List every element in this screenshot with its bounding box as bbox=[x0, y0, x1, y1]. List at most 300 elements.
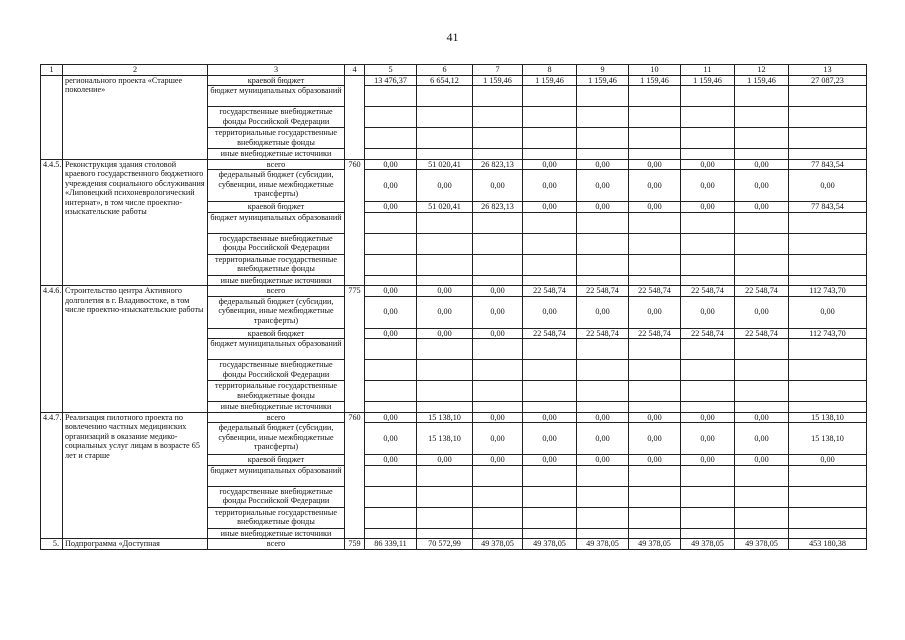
value-cell bbox=[577, 233, 629, 254]
value-cell: 0,00 bbox=[365, 296, 417, 328]
value-cell: 15 138,10 bbox=[417, 423, 473, 455]
value-cell: 49 378,05 bbox=[523, 539, 577, 550]
value-cell bbox=[789, 402, 867, 413]
column-4-code bbox=[345, 75, 365, 159]
column-header: 11 bbox=[681, 65, 735, 76]
value-cell: 1 159,46 bbox=[629, 75, 681, 86]
value-cell bbox=[577, 402, 629, 413]
value-cell bbox=[577, 528, 629, 539]
value-cell bbox=[523, 212, 577, 233]
value-cell: 26 823,13 bbox=[473, 202, 523, 213]
value-cell bbox=[629, 233, 681, 254]
value-cell: 0,00 bbox=[417, 286, 473, 297]
value-cell: 453 180,38 bbox=[789, 539, 867, 550]
value-cell: 0,00 bbox=[523, 159, 577, 170]
funding-source: территориальные государственные внебюджетные фонды bbox=[208, 128, 345, 149]
value-cell bbox=[365, 275, 417, 286]
funding-source: всего bbox=[208, 412, 345, 423]
value-cell bbox=[473, 233, 523, 254]
value-cell: 0,00 bbox=[789, 296, 867, 328]
value-cell bbox=[735, 254, 789, 275]
value-cell bbox=[417, 486, 473, 507]
funding-source: иные внебюджетные источники bbox=[208, 149, 345, 160]
page-number: 41 bbox=[446, 30, 459, 44]
value-cell: 0,00 bbox=[365, 202, 417, 213]
value-cell bbox=[417, 528, 473, 539]
value-cell bbox=[523, 528, 577, 539]
value-cell bbox=[417, 275, 473, 286]
value-cell bbox=[417, 233, 473, 254]
item-code: 5. bbox=[41, 539, 63, 550]
value-cell bbox=[365, 486, 417, 507]
value-cell bbox=[473, 339, 523, 360]
value-cell: 0,00 bbox=[417, 170, 473, 202]
column-header: 9 bbox=[577, 65, 629, 76]
value-cell bbox=[735, 128, 789, 149]
item-name: Реконструкция здания столовой краевого государственного бюджетного учреждения социального обслуживания «Липовецкий психоневрологический интернат», в том числе проектно-изыскательские работы bbox=[63, 159, 208, 286]
value-cell bbox=[735, 381, 789, 402]
value-cell: 0,00 bbox=[365, 423, 417, 455]
value-cell: 0,00 bbox=[629, 412, 681, 423]
value-cell: 0,00 bbox=[629, 296, 681, 328]
value-cell bbox=[681, 212, 735, 233]
value-cell: 112 743,70 bbox=[789, 286, 867, 297]
value-cell: 0,00 bbox=[523, 412, 577, 423]
value-cell: 0,00 bbox=[629, 170, 681, 202]
value-cell: 0,00 bbox=[473, 455, 523, 466]
value-cell: 0,00 bbox=[365, 170, 417, 202]
value-cell bbox=[417, 107, 473, 128]
item-name: регионального проекта «Старшее поколение» bbox=[63, 75, 208, 159]
value-cell bbox=[473, 465, 523, 486]
value-cell: 0,00 bbox=[577, 423, 629, 455]
item-code: 4.4.6. bbox=[41, 286, 63, 413]
value-cell bbox=[789, 275, 867, 286]
value-cell bbox=[629, 107, 681, 128]
column-4-code: 759 bbox=[345, 539, 365, 550]
funding-source: иные внебюджетные источники bbox=[208, 402, 345, 413]
column-4-code: 760 bbox=[345, 159, 365, 286]
value-cell: 22 548,74 bbox=[577, 286, 629, 297]
value-cell bbox=[365, 233, 417, 254]
value-cell bbox=[365, 360, 417, 381]
value-cell: 0,00 bbox=[577, 455, 629, 466]
value-cell: 26 823,13 bbox=[473, 159, 523, 170]
value-cell: 0,00 bbox=[473, 170, 523, 202]
value-cell bbox=[365, 339, 417, 360]
value-cell bbox=[417, 128, 473, 149]
value-cell bbox=[577, 254, 629, 275]
value-cell bbox=[789, 128, 867, 149]
value-cell: 49 378,05 bbox=[473, 539, 523, 550]
value-cell: 0,00 bbox=[523, 296, 577, 328]
funding-source: иные внебюджетные источники bbox=[208, 275, 345, 286]
value-cell bbox=[417, 507, 473, 528]
value-cell: 1 159,46 bbox=[681, 75, 735, 86]
value-cell bbox=[789, 212, 867, 233]
value-cell: 0,00 bbox=[629, 455, 681, 466]
value-cell bbox=[523, 254, 577, 275]
value-cell bbox=[473, 128, 523, 149]
value-cell: 0,00 bbox=[365, 328, 417, 339]
value-cell bbox=[473, 486, 523, 507]
value-cell: 0,00 bbox=[577, 170, 629, 202]
value-cell bbox=[629, 275, 681, 286]
table-row bbox=[41, 412, 867, 423]
value-cell bbox=[789, 233, 867, 254]
value-cell bbox=[365, 149, 417, 160]
value-cell bbox=[681, 528, 735, 539]
value-cell bbox=[577, 381, 629, 402]
value-cell: 0,00 bbox=[523, 423, 577, 455]
item-name: Строительство центра Активного долголетия в г. Владивостоке, в том числе проектно-изыскательские работы bbox=[63, 286, 208, 413]
value-cell bbox=[681, 381, 735, 402]
value-cell bbox=[523, 86, 577, 107]
funding-source: территориальные государственные внебюджетные фонды bbox=[208, 507, 345, 528]
value-cell: 15 138,10 bbox=[789, 412, 867, 423]
value-cell bbox=[577, 507, 629, 528]
value-cell bbox=[365, 254, 417, 275]
value-cell bbox=[681, 402, 735, 413]
value-cell: 0,00 bbox=[789, 455, 867, 466]
value-cell bbox=[789, 528, 867, 539]
value-cell: 49 378,05 bbox=[577, 539, 629, 550]
value-cell bbox=[735, 528, 789, 539]
value-cell: 0,00 bbox=[473, 412, 523, 423]
value-cell bbox=[473, 360, 523, 381]
value-cell bbox=[629, 254, 681, 275]
value-cell bbox=[577, 86, 629, 107]
value-cell bbox=[473, 107, 523, 128]
value-cell: 6 654,12 bbox=[417, 75, 473, 86]
value-cell bbox=[681, 254, 735, 275]
column-header: 10 bbox=[629, 65, 681, 76]
funding-source: бюджет муниципальных образований bbox=[208, 339, 345, 360]
value-cell bbox=[681, 86, 735, 107]
value-cell bbox=[629, 360, 681, 381]
funding-source: бюджет муниципальных образований bbox=[208, 86, 345, 107]
value-cell bbox=[417, 381, 473, 402]
column-4-code: 760 bbox=[345, 412, 365, 539]
value-cell: 0,00 bbox=[417, 328, 473, 339]
funding-source: всего bbox=[208, 159, 345, 170]
value-cell bbox=[789, 507, 867, 528]
value-cell bbox=[417, 465, 473, 486]
value-cell bbox=[473, 507, 523, 528]
column-header: 3 bbox=[208, 65, 345, 76]
value-cell bbox=[735, 465, 789, 486]
value-cell bbox=[577, 107, 629, 128]
value-cell: 0,00 bbox=[681, 455, 735, 466]
value-cell: 0,00 bbox=[523, 455, 577, 466]
value-cell: 0,00 bbox=[473, 286, 523, 297]
value-cell: 22 548,74 bbox=[735, 286, 789, 297]
value-cell bbox=[629, 86, 681, 107]
funding-source: федеральный бюджет (субсидии, субвенции, иные межбюджетные трансферты) bbox=[208, 170, 345, 202]
table-row bbox=[41, 286, 867, 297]
value-cell bbox=[523, 233, 577, 254]
value-cell bbox=[417, 339, 473, 360]
value-cell bbox=[681, 486, 735, 507]
value-cell bbox=[735, 339, 789, 360]
value-cell bbox=[417, 254, 473, 275]
value-cell: 0,00 bbox=[365, 412, 417, 423]
value-cell bbox=[417, 86, 473, 107]
value-cell bbox=[629, 381, 681, 402]
value-cell: 49 378,05 bbox=[629, 539, 681, 550]
value-cell: 22 548,74 bbox=[735, 328, 789, 339]
value-cell: 0,00 bbox=[577, 296, 629, 328]
value-cell bbox=[577, 339, 629, 360]
value-cell bbox=[577, 360, 629, 381]
value-cell bbox=[681, 275, 735, 286]
value-cell bbox=[735, 507, 789, 528]
funding-source: краевой бюджет bbox=[208, 202, 345, 213]
value-cell bbox=[473, 528, 523, 539]
value-cell: 1 159,46 bbox=[735, 75, 789, 86]
value-cell: 0,00 bbox=[735, 423, 789, 455]
value-cell bbox=[735, 107, 789, 128]
value-cell bbox=[523, 507, 577, 528]
funding-source: всего bbox=[208, 539, 345, 550]
column-header: 8 bbox=[523, 65, 577, 76]
value-cell: 77 843,54 bbox=[789, 202, 867, 213]
value-cell bbox=[789, 465, 867, 486]
value-cell bbox=[629, 212, 681, 233]
value-cell: 70 572,99 bbox=[417, 539, 473, 550]
value-cell: 0,00 bbox=[735, 159, 789, 170]
column-header: 4 bbox=[345, 65, 365, 76]
value-cell: 13 476,37 bbox=[365, 75, 417, 86]
funding-source: бюджет муниципальных образований bbox=[208, 465, 345, 486]
value-cell: 0,00 bbox=[735, 455, 789, 466]
value-cell: 0,00 bbox=[681, 170, 735, 202]
value-cell: 0,00 bbox=[735, 412, 789, 423]
item-name: Реализация пилотного проекта по вовлечению частных медицинских организаций в оказание медико-социальных услуг лицам в возрасте 65 лет и старше bbox=[63, 412, 208, 539]
value-cell bbox=[523, 402, 577, 413]
value-cell: 51 020,41 bbox=[417, 159, 473, 170]
funding-source: краевой бюджет bbox=[208, 328, 345, 339]
value-cell: 0,00 bbox=[473, 423, 523, 455]
value-cell bbox=[577, 275, 629, 286]
value-cell: 0,00 bbox=[789, 170, 867, 202]
value-cell bbox=[735, 275, 789, 286]
funding-source: территориальные государственные внебюджетные фонды bbox=[208, 381, 345, 402]
column-4-code: 775 bbox=[345, 286, 365, 413]
value-cell bbox=[681, 507, 735, 528]
value-cell bbox=[365, 128, 417, 149]
funding-source: иные внебюджетные источники bbox=[208, 528, 345, 539]
value-cell bbox=[473, 254, 523, 275]
value-cell: 0,00 bbox=[629, 159, 681, 170]
item-name: Подпрограмма «Доступная bbox=[63, 539, 208, 550]
value-cell bbox=[523, 486, 577, 507]
value-cell: 0,00 bbox=[523, 202, 577, 213]
value-cell: 86 339,11 bbox=[365, 539, 417, 550]
value-cell bbox=[681, 339, 735, 360]
funding-source: государственные внебюджетные фонды Российской Федерации bbox=[208, 233, 345, 254]
value-cell: 0,00 bbox=[365, 286, 417, 297]
value-cell: 49 378,05 bbox=[735, 539, 789, 550]
value-cell bbox=[523, 149, 577, 160]
value-cell bbox=[365, 86, 417, 107]
column-header: 1 bbox=[41, 65, 63, 76]
value-cell bbox=[473, 86, 523, 107]
value-cell: 22 548,74 bbox=[523, 286, 577, 297]
value-cell bbox=[629, 402, 681, 413]
value-cell: 0,00 bbox=[681, 296, 735, 328]
value-cell: 0,00 bbox=[681, 202, 735, 213]
value-cell bbox=[417, 149, 473, 160]
value-cell bbox=[629, 465, 681, 486]
value-cell bbox=[523, 275, 577, 286]
value-cell bbox=[789, 486, 867, 507]
value-cell: 1 159,46 bbox=[523, 75, 577, 86]
column-header: 2 bbox=[63, 65, 208, 76]
column-header: 6 bbox=[417, 65, 473, 76]
value-cell: 0,00 bbox=[577, 159, 629, 170]
funding-source: государственные внебюджетные фонды Российской Федерации bbox=[208, 360, 345, 381]
value-cell bbox=[365, 528, 417, 539]
value-cell: 0,00 bbox=[735, 202, 789, 213]
value-cell bbox=[735, 149, 789, 160]
value-cell bbox=[365, 107, 417, 128]
value-cell bbox=[735, 486, 789, 507]
funding-source: краевой бюджет bbox=[208, 75, 345, 86]
value-cell: 112 743,70 bbox=[789, 328, 867, 339]
value-cell bbox=[681, 360, 735, 381]
value-cell: 0,00 bbox=[473, 328, 523, 339]
funding-source: федеральный бюджет (субсидии, субвенции, иные межбюджетные трансферты) bbox=[208, 423, 345, 455]
value-cell bbox=[789, 339, 867, 360]
value-cell bbox=[577, 212, 629, 233]
value-cell bbox=[735, 360, 789, 381]
value-cell bbox=[473, 402, 523, 413]
funding-source: территориальные государственные внебюджетные фонды bbox=[208, 254, 345, 275]
value-cell bbox=[735, 86, 789, 107]
value-cell: 0,00 bbox=[629, 202, 681, 213]
value-cell bbox=[629, 149, 681, 160]
column-header: 5 bbox=[365, 65, 417, 76]
item-code bbox=[41, 75, 63, 159]
value-cell bbox=[473, 149, 523, 160]
value-cell bbox=[523, 360, 577, 381]
value-cell bbox=[577, 465, 629, 486]
value-cell bbox=[577, 128, 629, 149]
value-cell bbox=[735, 402, 789, 413]
value-cell bbox=[789, 254, 867, 275]
value-cell: 0,00 bbox=[681, 423, 735, 455]
value-cell bbox=[681, 128, 735, 149]
column-header: 13 bbox=[789, 65, 867, 76]
value-cell: 22 548,74 bbox=[523, 328, 577, 339]
value-cell bbox=[365, 381, 417, 402]
value-cell bbox=[417, 212, 473, 233]
funding-source: всего bbox=[208, 286, 345, 297]
value-cell: 22 548,74 bbox=[681, 286, 735, 297]
value-cell: 49 378,05 bbox=[681, 539, 735, 550]
value-cell: 1 159,46 bbox=[577, 75, 629, 86]
table-row bbox=[41, 539, 867, 550]
value-cell bbox=[523, 381, 577, 402]
value-cell: 0,00 bbox=[365, 455, 417, 466]
column-header: 12 bbox=[735, 65, 789, 76]
value-cell: 1 159,46 bbox=[473, 75, 523, 86]
value-cell bbox=[365, 402, 417, 413]
value-cell bbox=[735, 233, 789, 254]
value-cell bbox=[365, 212, 417, 233]
value-cell bbox=[417, 402, 473, 413]
value-cell: 27 087,23 bbox=[789, 75, 867, 86]
value-cell: 0,00 bbox=[735, 170, 789, 202]
value-cell bbox=[629, 339, 681, 360]
value-cell: 0,00 bbox=[417, 455, 473, 466]
funding-source: государственные внебюджетные фонды Российской Федерации bbox=[208, 486, 345, 507]
value-cell: 0,00 bbox=[735, 296, 789, 328]
value-cell: 0,00 bbox=[577, 412, 629, 423]
value-cell: 77 843,54 bbox=[789, 159, 867, 170]
value-cell: 0,00 bbox=[473, 296, 523, 328]
item-code: 4.4.7. bbox=[41, 412, 63, 539]
value-cell: 0,00 bbox=[523, 170, 577, 202]
value-cell bbox=[681, 107, 735, 128]
value-cell bbox=[789, 107, 867, 128]
column-header: 7 bbox=[473, 65, 523, 76]
value-cell bbox=[473, 275, 523, 286]
value-cell bbox=[365, 465, 417, 486]
value-cell bbox=[523, 128, 577, 149]
value-cell bbox=[629, 528, 681, 539]
value-cell: 0,00 bbox=[629, 423, 681, 455]
value-cell bbox=[629, 128, 681, 149]
value-cell: 0,00 bbox=[417, 296, 473, 328]
value-cell: 22 548,74 bbox=[629, 328, 681, 339]
budget-table bbox=[40, 64, 867, 550]
value-cell bbox=[789, 360, 867, 381]
funding-source: краевой бюджет bbox=[208, 455, 345, 466]
value-cell bbox=[681, 233, 735, 254]
value-cell bbox=[577, 486, 629, 507]
value-cell bbox=[681, 465, 735, 486]
value-cell bbox=[789, 149, 867, 160]
table-row bbox=[41, 159, 867, 170]
item-code: 4.4.5. bbox=[41, 159, 63, 286]
value-cell bbox=[629, 507, 681, 528]
table-row bbox=[41, 75, 867, 86]
value-cell: 15 138,10 bbox=[789, 423, 867, 455]
value-cell bbox=[681, 149, 735, 160]
value-cell bbox=[365, 507, 417, 528]
value-cell bbox=[473, 381, 523, 402]
value-cell bbox=[417, 360, 473, 381]
value-cell: 22 548,74 bbox=[681, 328, 735, 339]
value-cell: 22 548,74 bbox=[629, 286, 681, 297]
value-cell bbox=[735, 212, 789, 233]
value-cell: 22 548,74 bbox=[577, 328, 629, 339]
value-cell bbox=[577, 149, 629, 160]
funding-source: государственные внебюджетные фонды Российской Федерации bbox=[208, 107, 345, 128]
funding-source: федеральный бюджет (субсидии, субвенции, иные межбюджетные трансферты) bbox=[208, 296, 345, 328]
value-cell bbox=[523, 339, 577, 360]
value-cell bbox=[629, 486, 681, 507]
value-cell: 51 020,41 bbox=[417, 202, 473, 213]
value-cell: 0,00 bbox=[681, 159, 735, 170]
value-cell bbox=[789, 86, 867, 107]
value-cell: 0,00 bbox=[577, 202, 629, 213]
value-cell: 0,00 bbox=[681, 412, 735, 423]
value-cell bbox=[523, 107, 577, 128]
header-row bbox=[41, 65, 867, 76]
